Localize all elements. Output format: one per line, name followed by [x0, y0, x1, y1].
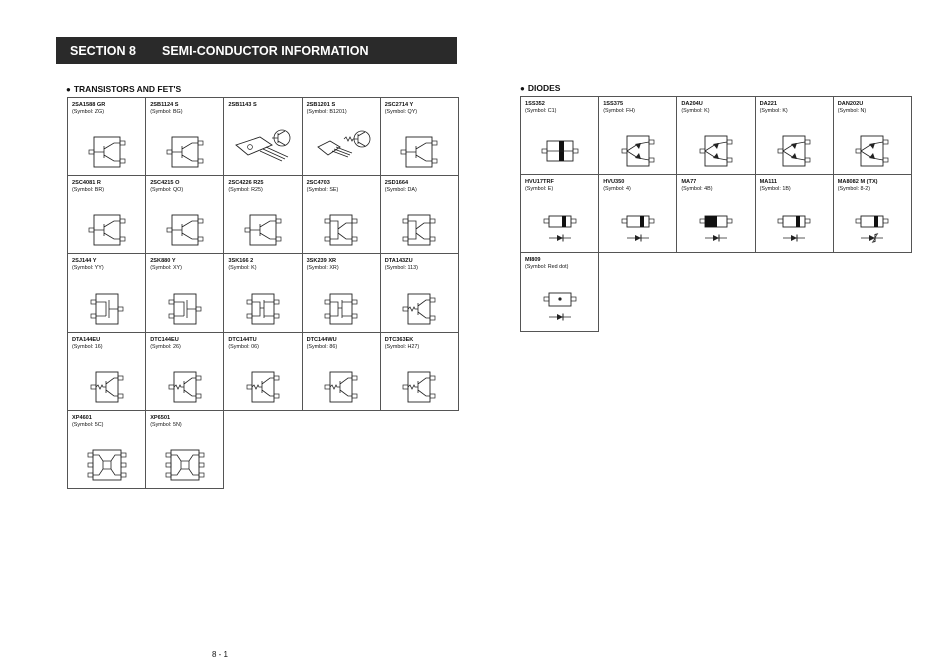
- part-number: 2SB1143 S: [228, 102, 257, 108]
- marking-symbol: (Symbol: 8-2): [837, 186, 871, 193]
- transistor-cell: [146, 98, 224, 176]
- diodes-heading: [520, 83, 560, 93]
- marking-symbol: (Symbol: BG): [150, 108, 183, 115]
- transistor-cell: [68, 176, 146, 254]
- transistor-package-icon: [146, 129, 223, 175]
- wide-band-diode-icon: [677, 206, 754, 252]
- transistor-cell: [303, 176, 381, 254]
- dot-diode-icon: [521, 285, 598, 331]
- part-number: 2SC2714 Y: [384, 102, 414, 108]
- part-number: DTC144EU: [150, 336, 179, 343]
- transistor-cell: [381, 98, 459, 176]
- part-number: 1SS352: [525, 101, 545, 107]
- section-banner: [56, 37, 457, 64]
- diode-cell: [599, 175, 677, 253]
- diode-cell: [756, 97, 834, 175]
- transistor-cell: [146, 411, 224, 489]
- part-number: MI809: [525, 257, 541, 264]
- digital-transistor-icon: [303, 364, 380, 410]
- transistor-package-icon: [68, 129, 145, 175]
- band-diode-icon: [756, 206, 833, 252]
- transistor-package-icon: [68, 207, 145, 253]
- digital-transistor-icon: [68, 364, 145, 410]
- part-number: 2SB1201 S: [306, 102, 336, 108]
- transistor-cell: [381, 254, 459, 332]
- marking-symbol: (Symbol: C1): [525, 107, 557, 114]
- transistor-cell: [68, 98, 146, 176]
- four-pin-transistor-icon: [303, 207, 380, 253]
- section-title: SEMI-CONDUCTOR INFORMATION: [162, 43, 369, 58]
- transistor-cell: [146, 333, 224, 411]
- digital-transistor-icon: [381, 286, 458, 332]
- transistor-resistor-package-icon: [303, 125, 380, 175]
- marking-symbol: (Symbol: XY): [150, 265, 182, 272]
- diode-cell: [834, 97, 912, 175]
- four-pin-transistor-icon: [381, 207, 458, 253]
- marking-symbol: (Symbol: 5C): [72, 421, 104, 428]
- diodes-title: DIODES: [527, 83, 561, 93]
- dual-diode-package-icon: [599, 128, 676, 174]
- marking-symbol: (Symbol: E): [525, 186, 554, 193]
- marking-symbol: (Symbol: 4B): [681, 186, 713, 193]
- transistor-cell: [224, 333, 302, 411]
- diode-cell: [521, 175, 599, 253]
- diode-cell: [521, 253, 599, 331]
- part-number: DA221: [759, 101, 777, 107]
- marking-symbol: (Symbol: 1B): [759, 186, 791, 193]
- part-number: 2SD1664: [384, 180, 409, 187]
- transistor-cell: [381, 176, 459, 254]
- part-number: MA77: [681, 179, 697, 186]
- transistor-cell: [303, 98, 381, 176]
- dual-diode-package-icon: [756, 128, 833, 174]
- part-number: DTC363EK: [384, 336, 414, 343]
- transistor-package-icon: [146, 207, 223, 253]
- part-number: 2SB1124 S: [150, 102, 179, 108]
- part-number: XP4601: [72, 414, 92, 421]
- diode-cell: [521, 97, 599, 175]
- part-number: DTC144TU: [228, 336, 257, 343]
- part-number: 2SC4081 R: [72, 180, 101, 187]
- transistor-cell: [303, 333, 381, 411]
- dual-gate-fet-icon: [303, 286, 380, 332]
- part-number: 2SK880 Y: [150, 258, 176, 265]
- transistor-cell: [381, 333, 459, 411]
- marking-symbol: (Symbol: 4): [603, 186, 631, 193]
- diode-cell: [677, 97, 755, 175]
- transistors-table: [67, 97, 459, 489]
- marking-symbol: (Symbol: Red dot): [525, 264, 569, 271]
- diodes-table: [520, 96, 912, 332]
- marking-symbol: (Symbol: YY): [72, 265, 104, 272]
- marking-symbol: (Symbol: K): [759, 107, 788, 114]
- part-number: MA8082 M (TX): [837, 179, 878, 186]
- part-number: 2SC4703: [306, 180, 330, 187]
- part-number: 2SC4226 R25: [228, 180, 264, 187]
- marking-symbol: (Symbol: 26): [150, 343, 181, 350]
- dual-transistor-icon: [68, 442, 145, 488]
- part-number: 1SS375: [603, 101, 624, 107]
- digital-transistor-icon: [381, 364, 458, 410]
- part-number: 2SA1588 GR: [72, 102, 106, 108]
- dual-gate-fet-icon: [224, 286, 301, 332]
- marking-symbol: (Symbol: 06): [228, 343, 259, 350]
- fet-package-icon: [68, 286, 145, 332]
- diode-package-icon: [521, 128, 598, 174]
- marking-symbol: (Symbol: DA): [384, 187, 417, 194]
- band-diode-icon: [599, 206, 676, 252]
- bullet-icon: ●: [66, 84, 71, 94]
- transistor-cell: [303, 254, 381, 332]
- band-diode-icon: [521, 206, 598, 252]
- diode-cell: [756, 175, 834, 253]
- marking-symbol: (Symbol: N): [837, 107, 867, 114]
- transistor-cell: [68, 333, 146, 411]
- marking-symbol: (Symbol: QY): [384, 108, 418, 115]
- dual-diode-package-icon: [834, 128, 911, 174]
- marking-symbol: (Symbol: K): [228, 265, 257, 272]
- page-number: 8 - 1: [212, 650, 229, 659]
- part-number: DTA143ZU: [384, 258, 413, 265]
- digital-transistor-icon: [146, 364, 223, 410]
- transistor-cell: [68, 254, 146, 332]
- part-number: 2SC4215 O: [150, 180, 180, 187]
- part-number: HVU17TRF: [525, 179, 554, 186]
- diode-cell: [599, 97, 677, 175]
- part-number: MA111: [759, 179, 777, 186]
- transistors-title: TRANSISTORS AND FET'S: [73, 84, 182, 94]
- part-number: DA204U: [681, 101, 703, 107]
- part-number: HVU350: [603, 179, 625, 186]
- diode-cell: [677, 175, 755, 253]
- part-number: DTA144EU: [72, 336, 101, 343]
- part-number: 2SJ144 Y: [72, 258, 97, 265]
- marking-symbol: (Symbol: 86): [306, 343, 338, 350]
- transistor-cell: [68, 411, 146, 489]
- marking-symbol: (Symbol: H27): [384, 343, 420, 350]
- section-number: SECTION 8: [70, 43, 136, 58]
- transistor-package-icon: [381, 129, 458, 175]
- zener-band-diode-icon: [834, 206, 911, 252]
- part-number: XP6501: [150, 414, 171, 421]
- transistor-cell: [224, 176, 302, 254]
- marking-symbol: (Symbol: SE): [306, 187, 339, 194]
- transistor-cell: [146, 254, 224, 332]
- part-number: DTC144WU: [306, 336, 337, 343]
- transistor-cell: [224, 254, 302, 332]
- marking-symbol: (Symbol: B1201): [306, 108, 347, 115]
- marking-symbol: (Symbol: XR): [306, 265, 339, 272]
- part-number: 3SK239 XR: [306, 258, 337, 265]
- marking-symbol: (Symbol: ZG): [72, 108, 105, 115]
- diode-cell: [834, 175, 912, 253]
- part-number: 3SK166 2: [228, 258, 254, 265]
- marking-symbol: (Symbol: 16): [72, 343, 103, 350]
- marking-symbol: (Symbol: 5N): [150, 421, 182, 428]
- dual-transistor-icon: [146, 442, 223, 488]
- marking-symbol: (Symbol: R25): [228, 187, 263, 194]
- transistors-heading: [66, 84, 181, 94]
- marking-symbol: (Symbol: 113): [384, 265, 418, 272]
- marking-symbol: (Symbol: K): [681, 107, 710, 114]
- marking-symbol: (Symbol: QO): [150, 187, 184, 194]
- bullet-icon: ●: [520, 83, 525, 93]
- transistor-cell: [224, 98, 302, 176]
- dual-diode-package-icon: [677, 128, 754, 174]
- marking-symbol: (Symbol: BR): [72, 187, 105, 194]
- transistor-cell: [146, 176, 224, 254]
- power-transistor-to126-icon: [224, 125, 301, 175]
- marking-symbol: (Symbol: FH): [603, 107, 635, 114]
- part-number: DAN202U: [837, 101, 864, 107]
- digital-transistor-icon: [224, 364, 301, 410]
- transistor-package-icon: [224, 207, 301, 253]
- fet-package-icon: [146, 286, 223, 332]
